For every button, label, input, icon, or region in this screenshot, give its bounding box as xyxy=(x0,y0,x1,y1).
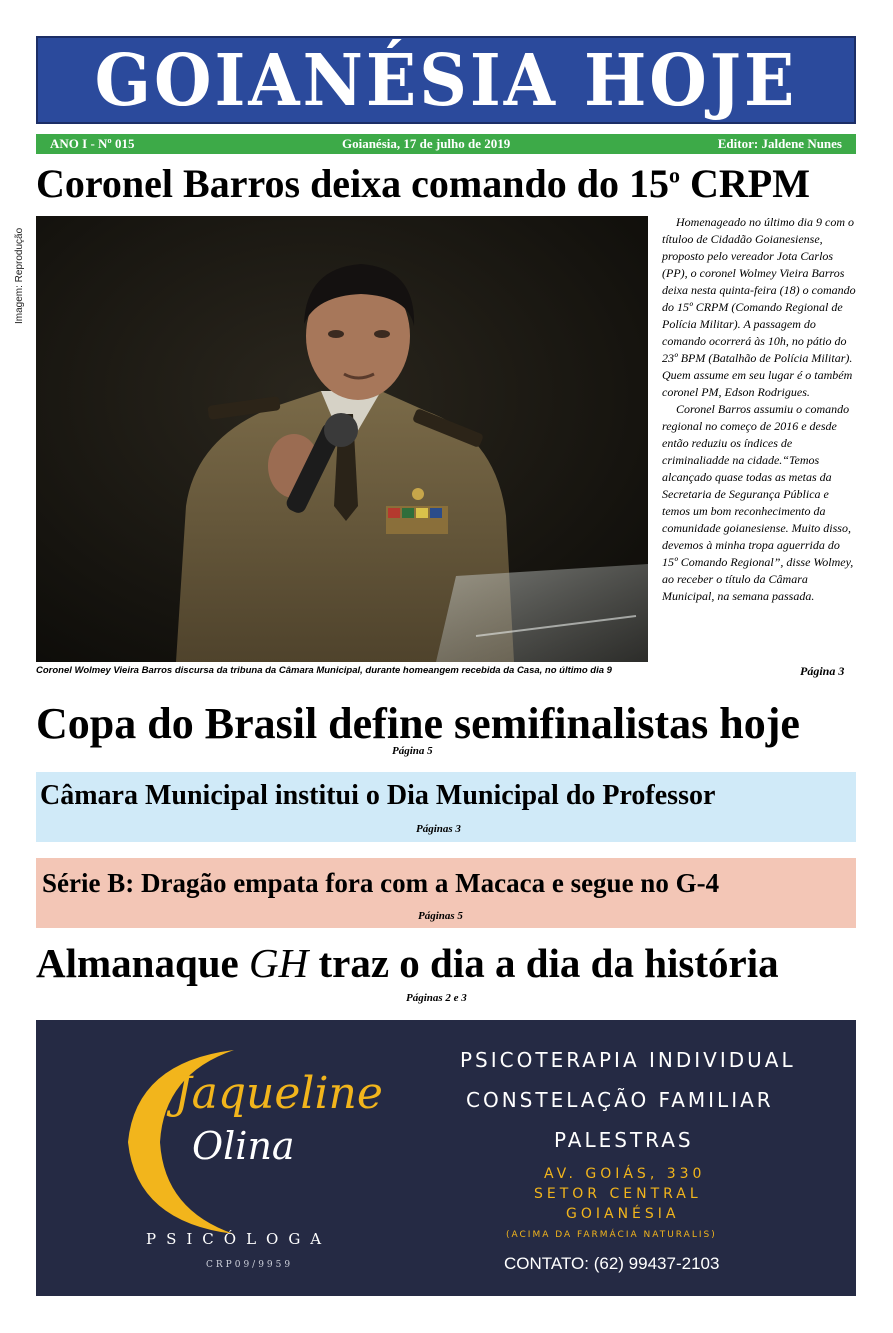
edition-info-bar xyxy=(36,134,856,154)
address-city: GOIANÉSIA xyxy=(566,1206,680,1222)
service-constelacao: CONSTELAÇÃO FAMILIAR xyxy=(466,1088,774,1112)
lead-article-body xyxy=(662,214,856,605)
lead-headline-ordinal: o xyxy=(669,162,680,188)
photo-caption: Coronel Wolmey Vieira Barros discursa da tribuna da Câmara Municipal, durante homeangem recebida da Casa, no último dia 9 xyxy=(36,665,612,676)
editor-name: Editor: Jaldene Nunes xyxy=(717,136,842,151)
service-psicoterapia: PSICOTERAPIA INDIVIDUAL xyxy=(460,1048,796,1072)
address-note: (ACIMA DA FARMÁCIA NATURALIS) xyxy=(506,1230,717,1240)
serie-b-headline[interactable]: Série B: Dragão empata fora com a Macaca e segue no G-4 xyxy=(42,868,720,898)
service-palestras: PALESTRAS xyxy=(554,1128,694,1152)
almanaque-page-ref[interactable]: Páginas 2 e 3 xyxy=(406,992,467,1004)
masthead xyxy=(36,36,856,124)
almanaque-headline-start: Almanaque xyxy=(36,940,250,986)
colonel-speaking-photo xyxy=(36,216,648,662)
professor-day-page-ref[interactable]: Páginas 3 xyxy=(416,823,461,835)
copa-page-ref[interactable]: Página 5 xyxy=(392,745,433,757)
article-paragraph: Homenageado no último dia 9 com o títuloo de Cidadão Goianesiense, proposto pelo vereador Jota Carlos (PP), o coronel Wolmey Vieira Barros deixa nesta quinta-feira (18) o comando do 15º CRPM (Comando Regional de Polícia Militar). A passagem do comando ocorrerá às 10h, no pátio do 23º BPM (Batalhão de Polícia Militar). Quem assume em seu lugar é o também coronel PM, Edson Rodrigues. xyxy=(662,215,856,399)
lead-headline[interactable] xyxy=(36,158,866,210)
address-district: SETOR CENTRAL xyxy=(534,1186,702,1202)
lead-page-ref[interactable]: Página 3 xyxy=(800,664,845,678)
article-paragraph: Coronel Barros assumiu o comando regional no começo de 2016 e desde então reduziu os índices de criminaliadde na cidade.“Temos alcançado quase todas as metas da Secretaria de Segurança Pública e temos um bom reconhecimento da comunidade goianesiense. Muito disso, devemos à minha tropa aguerrida do 15º Comando Regional”, disse Wolmey, ao receber o título da Câmara Municipal, na semana passada. xyxy=(662,402,854,603)
almanaque-headline-gh: GH xyxy=(249,940,309,986)
newspaper-title: GOIANÉSIA HOJE xyxy=(94,37,798,123)
professor-day-headline[interactable]: Câmara Municipal institui o Dia Municipal do Professor xyxy=(40,780,716,811)
edition-date: Goianésia, 17 de julho de 2019 xyxy=(341,136,511,151)
logo-first-name: Jaqueline xyxy=(174,1068,383,1119)
lead-headline-text: Coronel Barros deixa comando do 15 xyxy=(36,161,669,206)
psychologist-advertisement[interactable] xyxy=(36,1020,856,1296)
lead-headline-end: CRPM xyxy=(680,161,810,206)
crp-number: CRP09/9959 xyxy=(206,1260,294,1270)
contact-phone[interactable]: CONTATO: (62) 99437-2103 xyxy=(504,1254,720,1273)
almanaque-headline-end: traz o dia a dia da história xyxy=(308,940,779,986)
logo-last-name: Olina xyxy=(192,1124,295,1168)
edition-number: ANO I - Nº 015 xyxy=(50,136,135,151)
lead-photo[interactable] xyxy=(36,216,648,662)
copa-headline[interactable]: Copa do Brasil define semifinalistas hoje xyxy=(36,699,800,748)
serie-b-page-ref[interactable]: Páginas 5 xyxy=(418,910,463,922)
almanaque-headline[interactable] xyxy=(36,936,866,990)
photo-credit xyxy=(14,216,30,326)
photo-credit-text: Imagem: Reprodução xyxy=(14,227,25,324)
address-street: AV. GOIÁS, 330 xyxy=(544,1166,706,1182)
profession-label: PSICÓLOGA xyxy=(146,1230,332,1248)
